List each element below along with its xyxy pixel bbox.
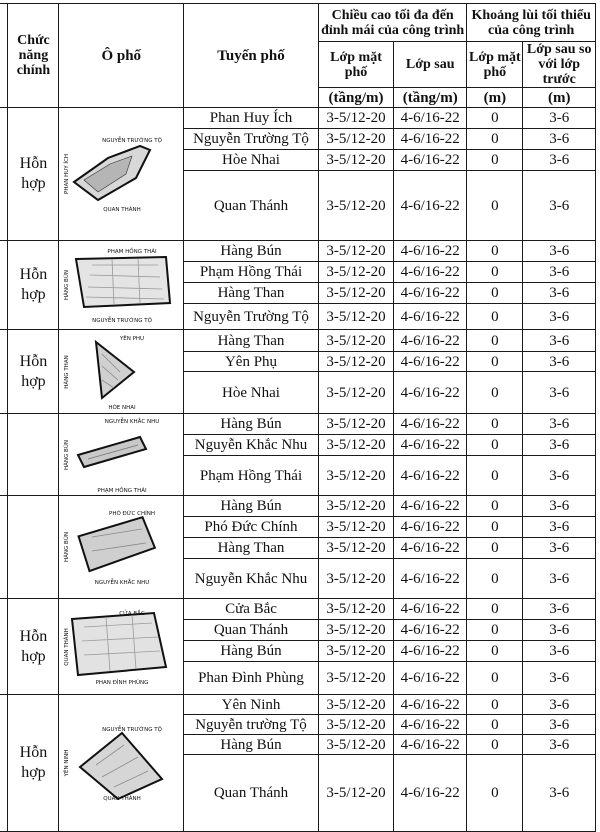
street-cell: Quan Thánh [184, 620, 319, 641]
front-height-cell: 3-5/12-20 [318, 283, 393, 304]
function-cell: Hỗn hợp [8, 241, 59, 330]
table-row [0, 241, 596, 262]
max-height-header: Chiều cao tối đa đến đỉnh mái của công trình [318, 4, 466, 42]
front-height-cell: 3-5/12-20 [318, 262, 393, 283]
block-map-cell [59, 599, 184, 695]
map-label: HÀNG BÚN [64, 532, 71, 562]
setback-back-cell: 3-6 [523, 283, 596, 304]
back-height-cell: 4-6/16-22 [394, 304, 467, 330]
map-label: QUAN THÁNH [64, 627, 71, 666]
street-cell: Nguyễn Trường Tộ [184, 129, 319, 150]
setback-back-header: Lớp sau so với lớp trước [523, 42, 596, 88]
street-cell: Phan Đình Phùng [184, 662, 319, 695]
map-label: NGUYỄN KHẮC NHU [95, 580, 150, 586]
map-label: YÊN PHỤ [120, 335, 145, 342]
setback-back-cell: 3-6 [523, 150, 596, 171]
street-column-header: Tuyến phố [184, 4, 319, 108]
street-cell: Quan Thánh [184, 171, 319, 241]
map-label: PHAN ĐÌNH PHÙNG [95, 679, 149, 686]
back-height-cell: 4-6/16-22 [394, 755, 467, 832]
edge-cell [0, 108, 8, 241]
setback-back-cell: 3-6 [523, 330, 596, 352]
map-label: PHÓ ĐỨC CHÍNH [109, 511, 156, 517]
back-height-cell: 4-6/16-22 [394, 735, 467, 755]
table-row [0, 414, 596, 435]
setback-front-cell: 0 [467, 517, 523, 538]
setback-front-cell: 0 [467, 150, 523, 171]
setback-front-cell: 0 [467, 283, 523, 304]
front-height-cell: 3-5/12-20 [318, 620, 393, 641]
edge-column-header [0, 4, 8, 108]
setback-front-cell: 0 [467, 695, 523, 715]
front-height-cell: 3-5/12-20 [318, 150, 393, 171]
front-height-cell: 3-5/12-20 [318, 662, 393, 695]
block-map-image [59, 415, 183, 495]
front-height-cell: 3-5/12-20 [318, 352, 393, 372]
edge-cell [0, 599, 8, 695]
setback-front-cell: 0 [467, 262, 523, 283]
setback-back-cell: 3-6 [523, 435, 596, 456]
setback-front-cell: 0 [467, 372, 523, 414]
front-height-cell: 3-5/12-20 [318, 330, 393, 352]
setback-front-cell: 0 [467, 352, 523, 372]
setback-front-cell: 0 [467, 641, 523, 662]
unit-setback-back: (m) [523, 88, 596, 108]
front-height-cell: 3-5/12-20 [318, 456, 393, 496]
function-cell: Hỗn hợp [8, 330, 59, 414]
back-height-cell: 4-6/16-22 [394, 241, 467, 262]
street-cell: Hàng Than [184, 330, 319, 352]
street-cell: Phạm Hồng Thái [184, 456, 319, 496]
table-row [0, 599, 596, 620]
setback-back-cell: 3-6 [523, 241, 596, 262]
setback-front-cell: 0 [467, 435, 523, 456]
map-label: NGUYỄN TRƯỜNG TỘ [92, 318, 153, 324]
map-label: PHẠM HỒNG THÁI [107, 249, 157, 255]
back-height-cell: 4-6/16-22 [394, 150, 467, 171]
map-label: PHAN HUY ÍCH [64, 154, 71, 194]
street-cell: Cửa Bắc [184, 599, 319, 620]
setback-front-cell: 0 [467, 496, 523, 517]
back-height-cell: 4-6/16-22 [394, 496, 467, 517]
front-height-cell: 3-5/12-20 [318, 755, 393, 832]
front-layer-header: Lớp mặt phố [318, 42, 393, 88]
edge-cell [0, 241, 8, 330]
setback-front-cell: 0 [467, 715, 523, 735]
function-cell [8, 496, 59, 599]
street-cell: Yên Ninh [184, 695, 319, 715]
front-height-cell: 3-5/12-20 [318, 171, 393, 241]
setback-back-cell: 3-6 [523, 171, 596, 241]
block-map-cell [59, 695, 184, 832]
map-label: HÒE NHAI [108, 404, 136, 411]
edge-cell [0, 414, 8, 496]
street-cell: Hàng Than [184, 283, 319, 304]
map-label: HÀNG BÚN [64, 270, 71, 300]
setback-front-cell: 0 [467, 414, 523, 435]
street-cell: Hàng Bún [184, 414, 319, 435]
setback-back-cell: 3-6 [523, 456, 596, 496]
back-height-cell: 4-6/16-22 [394, 695, 467, 715]
front-height-cell: 3-5/12-20 [318, 715, 393, 735]
street-cell: Nguyễn Khắc Nhu [184, 435, 319, 456]
setback-back-cell: 3-6 [523, 304, 596, 330]
front-height-cell: 3-5/12-20 [318, 129, 393, 150]
setback-back-cell: 3-6 [523, 755, 596, 832]
edge-cell [0, 330, 8, 414]
setback-front-cell: 0 [467, 662, 523, 695]
back-height-cell: 4-6/16-22 [394, 414, 467, 435]
planning-table [0, 3, 596, 832]
back-height-cell: 4-6/16-22 [394, 662, 467, 695]
front-height-cell: 3-5/12-20 [318, 372, 393, 414]
street-cell: Phạm Hồng Thái [184, 262, 319, 283]
back-height-cell: 4-6/16-22 [394, 171, 467, 241]
setback-back-cell: 3-6 [523, 641, 596, 662]
front-height-cell: 3-5/12-20 [318, 414, 393, 435]
setback-front-cell: 0 [467, 559, 523, 599]
setback-back-cell: 3-6 [523, 620, 596, 641]
front-height-cell: 3-5/12-20 [318, 496, 393, 517]
street-cell: Phan Huy Ích [184, 108, 319, 129]
setback-back-cell: 3-6 [523, 662, 596, 695]
block-map-cell [59, 496, 184, 599]
front-height-cell: 3-5/12-20 [318, 559, 393, 599]
setback-front-cell: 0 [467, 538, 523, 559]
back-height-cell: 4-6/16-22 [394, 517, 467, 538]
unit-front: (tầng/m) [318, 88, 393, 108]
setback-back-cell: 3-6 [523, 517, 596, 538]
setback-back-cell: 3-6 [523, 108, 596, 129]
map-label: HÀNG BÚN [64, 439, 71, 470]
block-map-image [59, 134, 183, 214]
setback-back-cell: 3-6 [523, 715, 596, 735]
front-height-cell: 3-5/12-20 [318, 695, 393, 715]
setback-front-cell: 0 [467, 330, 523, 352]
setback-back-cell: 3-6 [523, 372, 596, 414]
setback-back-cell: 3-6 [523, 129, 596, 150]
setback-front-cell: 0 [467, 755, 523, 832]
setback-back-cell: 3-6 [523, 559, 596, 599]
back-height-cell: 4-6/16-22 [394, 330, 467, 352]
map-label: YÊN NINH [64, 749, 71, 777]
map-label: QUAN THÁNH [103, 207, 141, 213]
back-height-cell: 4-6/16-22 [394, 372, 467, 414]
street-cell: Yên Phụ [184, 352, 319, 372]
table-row [0, 695, 596, 715]
table-row [0, 496, 596, 517]
street-cell: Phó Đức Chính [184, 517, 319, 538]
map-label: NGUYỄN TRƯỜNG TỘ [102, 138, 163, 144]
street-cell: Hòe Nhai [184, 372, 319, 414]
street-cell: Hàng Bún [184, 241, 319, 262]
street-cell: Nguyễn Khắc Nhu [184, 559, 319, 599]
setback-front-cell: 0 [467, 456, 523, 496]
front-height-cell: 3-5/12-20 [318, 304, 393, 330]
back-height-cell: 4-6/16-22 [394, 352, 467, 372]
setback-back-cell: 3-6 [523, 352, 596, 372]
setback-front-cell: 0 [467, 620, 523, 641]
back-height-cell: 4-6/16-22 [394, 538, 467, 559]
setback-front-cell: 0 [467, 171, 523, 241]
function-column-header: Chức năng chính [8, 4, 59, 108]
setback-front-cell: 0 [467, 735, 523, 755]
table-row [0, 330, 596, 352]
table-header [0, 4, 596, 108]
back-height-cell: 4-6/16-22 [394, 715, 467, 735]
function-cell: Hỗn hợp [8, 108, 59, 241]
setback-front-cell: 0 [467, 304, 523, 330]
block-map-image [59, 607, 183, 687]
back-height-cell: 4-6/16-22 [394, 129, 467, 150]
back-height-cell: 4-6/16-22 [394, 641, 467, 662]
street-cell: Nguyễn Trường Tộ [184, 304, 319, 330]
setback-header: Khoảng lùi tối thiểu của công trình [467, 4, 596, 42]
function-cell: Hỗn hợp [8, 695, 59, 832]
setback-back-cell: 3-6 [523, 735, 596, 755]
function-cell [8, 414, 59, 496]
front-height-cell: 3-5/12-20 [318, 241, 393, 262]
unit-setback-front: (m) [467, 88, 523, 108]
street-cell: Hàng Bún [184, 735, 319, 755]
function-cell: Hỗn hợp [8, 599, 59, 695]
table-body [0, 108, 596, 832]
block-map-cell [59, 330, 184, 414]
front-height-cell: 3-5/12-20 [318, 538, 393, 559]
back-height-cell: 4-6/16-22 [394, 620, 467, 641]
setback-back-cell: 3-6 [523, 599, 596, 620]
table-row [0, 108, 596, 129]
setback-back-cell: 3-6 [523, 538, 596, 559]
back-layer-header: Lớp sau [394, 42, 467, 88]
street-cell: Hàng Bún [184, 641, 319, 662]
back-height-cell: 4-6/16-22 [394, 283, 467, 304]
back-height-cell: 4-6/16-22 [394, 559, 467, 599]
block-map-cell [59, 108, 184, 241]
street-cell: Nguyễn trường Tộ [184, 715, 319, 735]
block-map-image [59, 245, 183, 325]
setback-front-cell: 0 [467, 241, 523, 262]
setback-back-cell: 3-6 [523, 262, 596, 283]
edge-cell [0, 695, 8, 832]
setback-back-cell: 3-6 [523, 695, 596, 715]
back-height-cell: 4-6/16-22 [394, 435, 467, 456]
block-map-cell [59, 241, 184, 330]
block-column-header: Ô phố [59, 4, 184, 108]
setback-back-cell: 3-6 [523, 414, 596, 435]
map-label: PHẠM HỒNG THÁI [97, 487, 147, 494]
setback-front-cell: 0 [467, 108, 523, 129]
street-cell: Hòe Nhai [184, 150, 319, 171]
back-height-cell: 4-6/16-22 [394, 456, 467, 496]
block-map-image [59, 507, 183, 587]
front-height-cell: 3-5/12-20 [318, 641, 393, 662]
block-map-image [59, 332, 183, 412]
map-label: NGUYỄN TRƯỜNG TỘ [102, 727, 163, 733]
back-height-cell: 4-6/16-22 [394, 262, 467, 283]
map-label: CỬA BẮC [119, 610, 145, 617]
front-height-cell: 3-5/12-20 [318, 517, 393, 538]
front-height-cell: 3-5/12-20 [318, 108, 393, 129]
edge-cell [0, 496, 8, 599]
setback-front-header: Lớp mặt phố [467, 42, 523, 88]
front-height-cell: 3-5/12-20 [318, 435, 393, 456]
block-map-cell [59, 414, 184, 496]
map-label: QUAN THÁNH [103, 796, 141, 802]
front-height-cell: 3-5/12-20 [318, 599, 393, 620]
setback-back-cell: 3-6 [523, 496, 596, 517]
unit-back: (tầng/m) [394, 88, 467, 108]
back-height-cell: 4-6/16-22 [394, 108, 467, 129]
setback-front-cell: 0 [467, 129, 523, 150]
setback-front-cell: 0 [467, 599, 523, 620]
street-cell: Hàng Bún [184, 496, 319, 517]
street-cell: Hàng Than [184, 538, 319, 559]
block-map-image [59, 723, 183, 803]
front-height-cell: 3-5/12-20 [318, 735, 393, 755]
map-label: NGUYỄN KHẮC NHU [105, 418, 160, 425]
map-label: HÀNG THAN [64, 354, 71, 389]
back-height-cell: 4-6/16-22 [394, 599, 467, 620]
street-cell: Quan Thánh [184, 755, 319, 832]
